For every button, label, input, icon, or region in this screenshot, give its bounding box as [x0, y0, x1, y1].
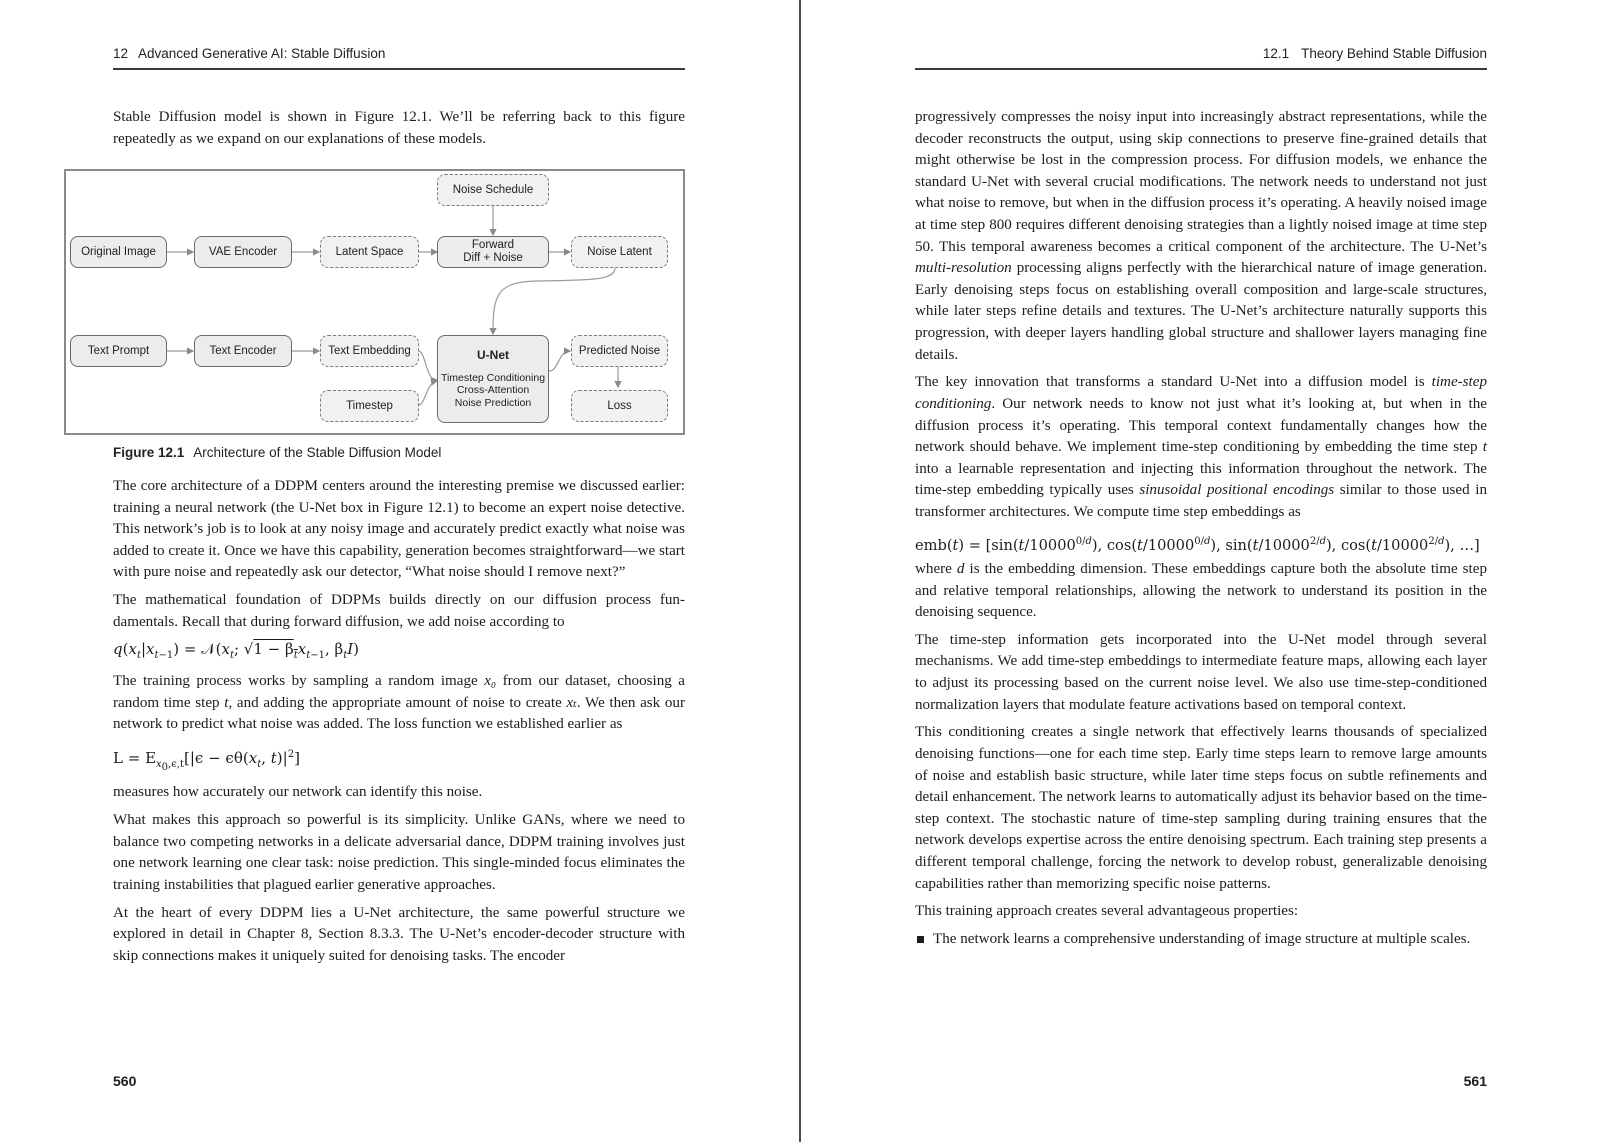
- text-span: processing aligns perfectly with the hierarchical nature of image generation. Early denoising steps focus on establishing overall composition and large-scale structures, while later steps refine details and textures. The U-Net’s architecture naturally supports this progression, with deeper layers handling global structure and shallower layers managing fine details.: [915, 260, 1487, 363]
- math-t: t: [1482, 439, 1487, 456]
- text-span: where: [915, 560, 957, 577]
- paragraph: The time-step information gets incorporated into the U-Net model through several mechanisms. We add time-step embeddings to intermediate feature maps, allowing each layer to adjust its processing based on the current noise level. We also use time-step-conditioned normalization layers that modulate feature activations based on temporal context.: [915, 631, 1487, 713]
- node-label: Predicted Noise: [578, 344, 661, 357]
- node-timestep: [320, 390, 419, 422]
- text-span: . We then ask our network to predict what noise was added. The loss function we established earlier as: [113, 694, 685, 733]
- node-text-encoder: [194, 335, 292, 367]
- left-body-text: [113, 476, 685, 974]
- unet-feature-cross-attention: Cross-Attention: [456, 384, 530, 396]
- text-span: similar to those used in transformer architectures. We compute time step embeddings as: [915, 482, 1487, 520]
- running-head-left: [113, 46, 685, 70]
- node-label: Text Prompt: [87, 344, 150, 357]
- node-label: Original Image: [81, 245, 156, 258]
- page-number-right: 561: [1463, 1073, 1487, 1089]
- paragraph: What makes this approach so powerful is its simplicity. Unlike GANs, where we need to balance two competing networks in a delicate adversarial dance, DDPM training involves just one network learning one clear task: noise prediction. This single-minded focus eliminates the training instabilities that plagued earlier generative approaches.: [113, 812, 685, 893]
- intro-paragraph: Stable Diffusion model is shown in Figure 12.1. We’ll be referring back to this figure repeatedly as we expand on our explanations of these models.: [113, 109, 685, 147]
- node-label: Latent Space: [335, 245, 404, 258]
- figure-caption-text: Architecture of the Stable Diffusion Model: [193, 445, 442, 460]
- training-paragraph: [113, 671, 685, 736]
- list-item-text: The network learns a comprehensive understanding of image structure at multiple scales.: [933, 931, 1471, 948]
- paragraph: The mathematical foundation of DDPMs builds directly on our diffusion process fundamentals. Recall that during forward diffusion, we add noise according to: [113, 592, 685, 630]
- equation-loss: $L = E_{x_0,\epsilon,t}[|\epsilon - \epsilon\theta(x_t$, $t)|^2$]: [113, 748, 300, 773]
- text-span: into a learnable representation and injecting this information throughout the network. The time-step embedding typically uses: [915, 460, 1487, 499]
- paragraph-embedding-dimension: [915, 559, 1487, 624]
- node-label: Timestep: [346, 399, 393, 412]
- equation-forward-diffusion: $q(x_t|x_{t-1})$ = $𝒩(x_t$; $√1 - \beta_tx_{t-1}$, $\beta_tI$): [113, 640, 360, 662]
- node-forward-diffusion: [437, 236, 549, 268]
- node-label: VAE Encoder: [208, 245, 278, 258]
- node-noise-latent: [571, 236, 668, 268]
- emphasis: multi-resolution: [915, 260, 1012, 277]
- node-original-image: [70, 236, 167, 268]
- text-span: from our dataset, choosing a random time step: [113, 672, 685, 711]
- text-span: is the embedding dimension. These embeddings capture both the absolute time step and relative temporal relationships, allowing the network to understand its position in the denoising sequence.: [915, 560, 1487, 621]
- figure-12-1: [64, 169, 685, 435]
- right-body-text: [915, 107, 1487, 951]
- unet-feature-noise-prediction: Noise Prediction: [454, 396, 532, 409]
- chapter-number: 12: [113, 46, 129, 61]
- intro-text-block: [113, 107, 685, 156]
- figure-label: Figure 12.1: [113, 445, 185, 460]
- running-head-right: [915, 46, 1487, 70]
- math-t: t: [224, 694, 229, 711]
- paragraph: This training approach creates several advantageous properties:: [915, 903, 1299, 920]
- emphasis: time-step conditioning: [915, 374, 1487, 412]
- section-title: Theory Behind Stable Diffusion: [1301, 46, 1487, 61]
- properties-list: [915, 929, 1487, 951]
- square-bullet-icon: [917, 936, 924, 943]
- node-label-line1: Forward: [471, 239, 515, 251]
- paragraph-time-step-conditioning: [915, 372, 1487, 523]
- emphasis: sinusoidal positional encodings: [1139, 482, 1335, 499]
- node-predicted-noise: [571, 335, 668, 367]
- page-number-left: 560: [113, 1073, 137, 1089]
- text-span: progressively compresses the noisy input into increasingly abstract representations, while the decoder reconstructs the output, using skip connections to preserve fine-grained details that might otherwise be lost in the compression process. For diffusion models, we enhance the standard U-Net with several crucial modifications. The network needs to understand not just what noise to remove, but when in the diffusion process it’s operating. A heavily noised image at time step 800 requires different denoising strategies than a lightly noised image at time step 50. This temporal awareness becomes a critical component of the architecture. The U-Net’s: [915, 109, 1487, 255]
- node-label: Text Encoder: [209, 344, 277, 357]
- text-span: The training process works by sampling a random image: [113, 672, 485, 689]
- node-label: Noise Schedule: [452, 183, 534, 196]
- paragraph-unet-modifications: [915, 107, 1487, 366]
- math-d: d: [956, 560, 965, 577]
- node-loss: [571, 390, 668, 422]
- math-xt: xₜ: [566, 694, 577, 711]
- text-span: , and adding the appropriate amount of noise to create: [228, 694, 567, 711]
- figure-caption: [113, 445, 441, 460]
- node-label-line2: Diff + Noise: [463, 252, 523, 264]
- node-unet: [437, 335, 549, 423]
- unet-feature-timestep-conditioning: Timestep Conditioning: [440, 371, 546, 384]
- node-latent-space: [320, 236, 419, 268]
- paragraph: This conditioning creates a single network that effectively learns thousands of specialized denoising functions—one for each time step. Early time steps learn to remove large amounts of noise and establish basic structure, while later time steps focus on subtle refinements and detail enhancement. The network learns to automatically adjust its behavior based on the time-step context. The stochastic nature of time-step sampling during training ensures that the network develops expertise across the entire denoising spectrum. Each training step presents a different temporal challenge, forcing the network to develop robust, generalizable denoising capabilities rather than memorizing specific noise patterns.: [915, 724, 1487, 892]
- equation-timestep-embedding: $emb(t) = [\sin(t/10000^{0/d})$, $\cos(t/10000^{0/d})$, $\sin(t/10000^{2/d})$, $\cos(t/10000^{2/d})$, …]: [915, 536, 1480, 555]
- chapter-title: Advanced Generative AI: Stable Diffusion: [138, 46, 386, 61]
- list-item: [915, 929, 1487, 951]
- paragraph: The core architecture of a DDPM centers around the interesting premise we discussed earlier: training a neural network (the U-Net box in Figure 12.1) to become an expert noise detective. This network’s job is to look at any noisy image and accurately predict exactly what noise was added to create it. Once we have this capability, generation becomes straightforward—we start with pure noise and repeatedly ask our detector, “What noise should I remove next?”: [113, 478, 685, 581]
- node-label: Loss: [607, 399, 632, 412]
- unet-title: U-Net: [477, 348, 509, 362]
- node-text-embedding: [320, 335, 419, 367]
- paragraph: At the heart of every DDPM lies a U-Net architecture, the same powerful structure we explored in detail in Chapter 8, Section 8.3.3. The U-Net’s encoder-decoder structure with skip connections makes it uniquely suited for denoising tasks. The encoder: [113, 904, 685, 964]
- text-span: . Our network needs to know not just what it’s looking at, but when in the diffusion process it’s operating. This temporal context fundamentally changes how the network should behave. We implement time-step conditioning by embedding the time step: [915, 395, 1487, 456]
- left-page: [0, 0, 799, 1142]
- node-label: Text Embedding: [328, 344, 411, 357]
- paragraph: measures how accurately our network can identify this noise.: [113, 784, 483, 801]
- section-number: 12.1: [1262, 46, 1290, 61]
- node-vae-encoder: [194, 236, 292, 268]
- text-span: The key innovation that transforms a standard U-Net into a diffusion model is: [915, 374, 1432, 391]
- node-noise-schedule: [437, 174, 549, 206]
- right-page: [801, 0, 1600, 1142]
- math-x0: x₀: [484, 672, 497, 689]
- node-text-prompt: [70, 335, 167, 367]
- node-label: Noise Latent: [587, 245, 652, 258]
